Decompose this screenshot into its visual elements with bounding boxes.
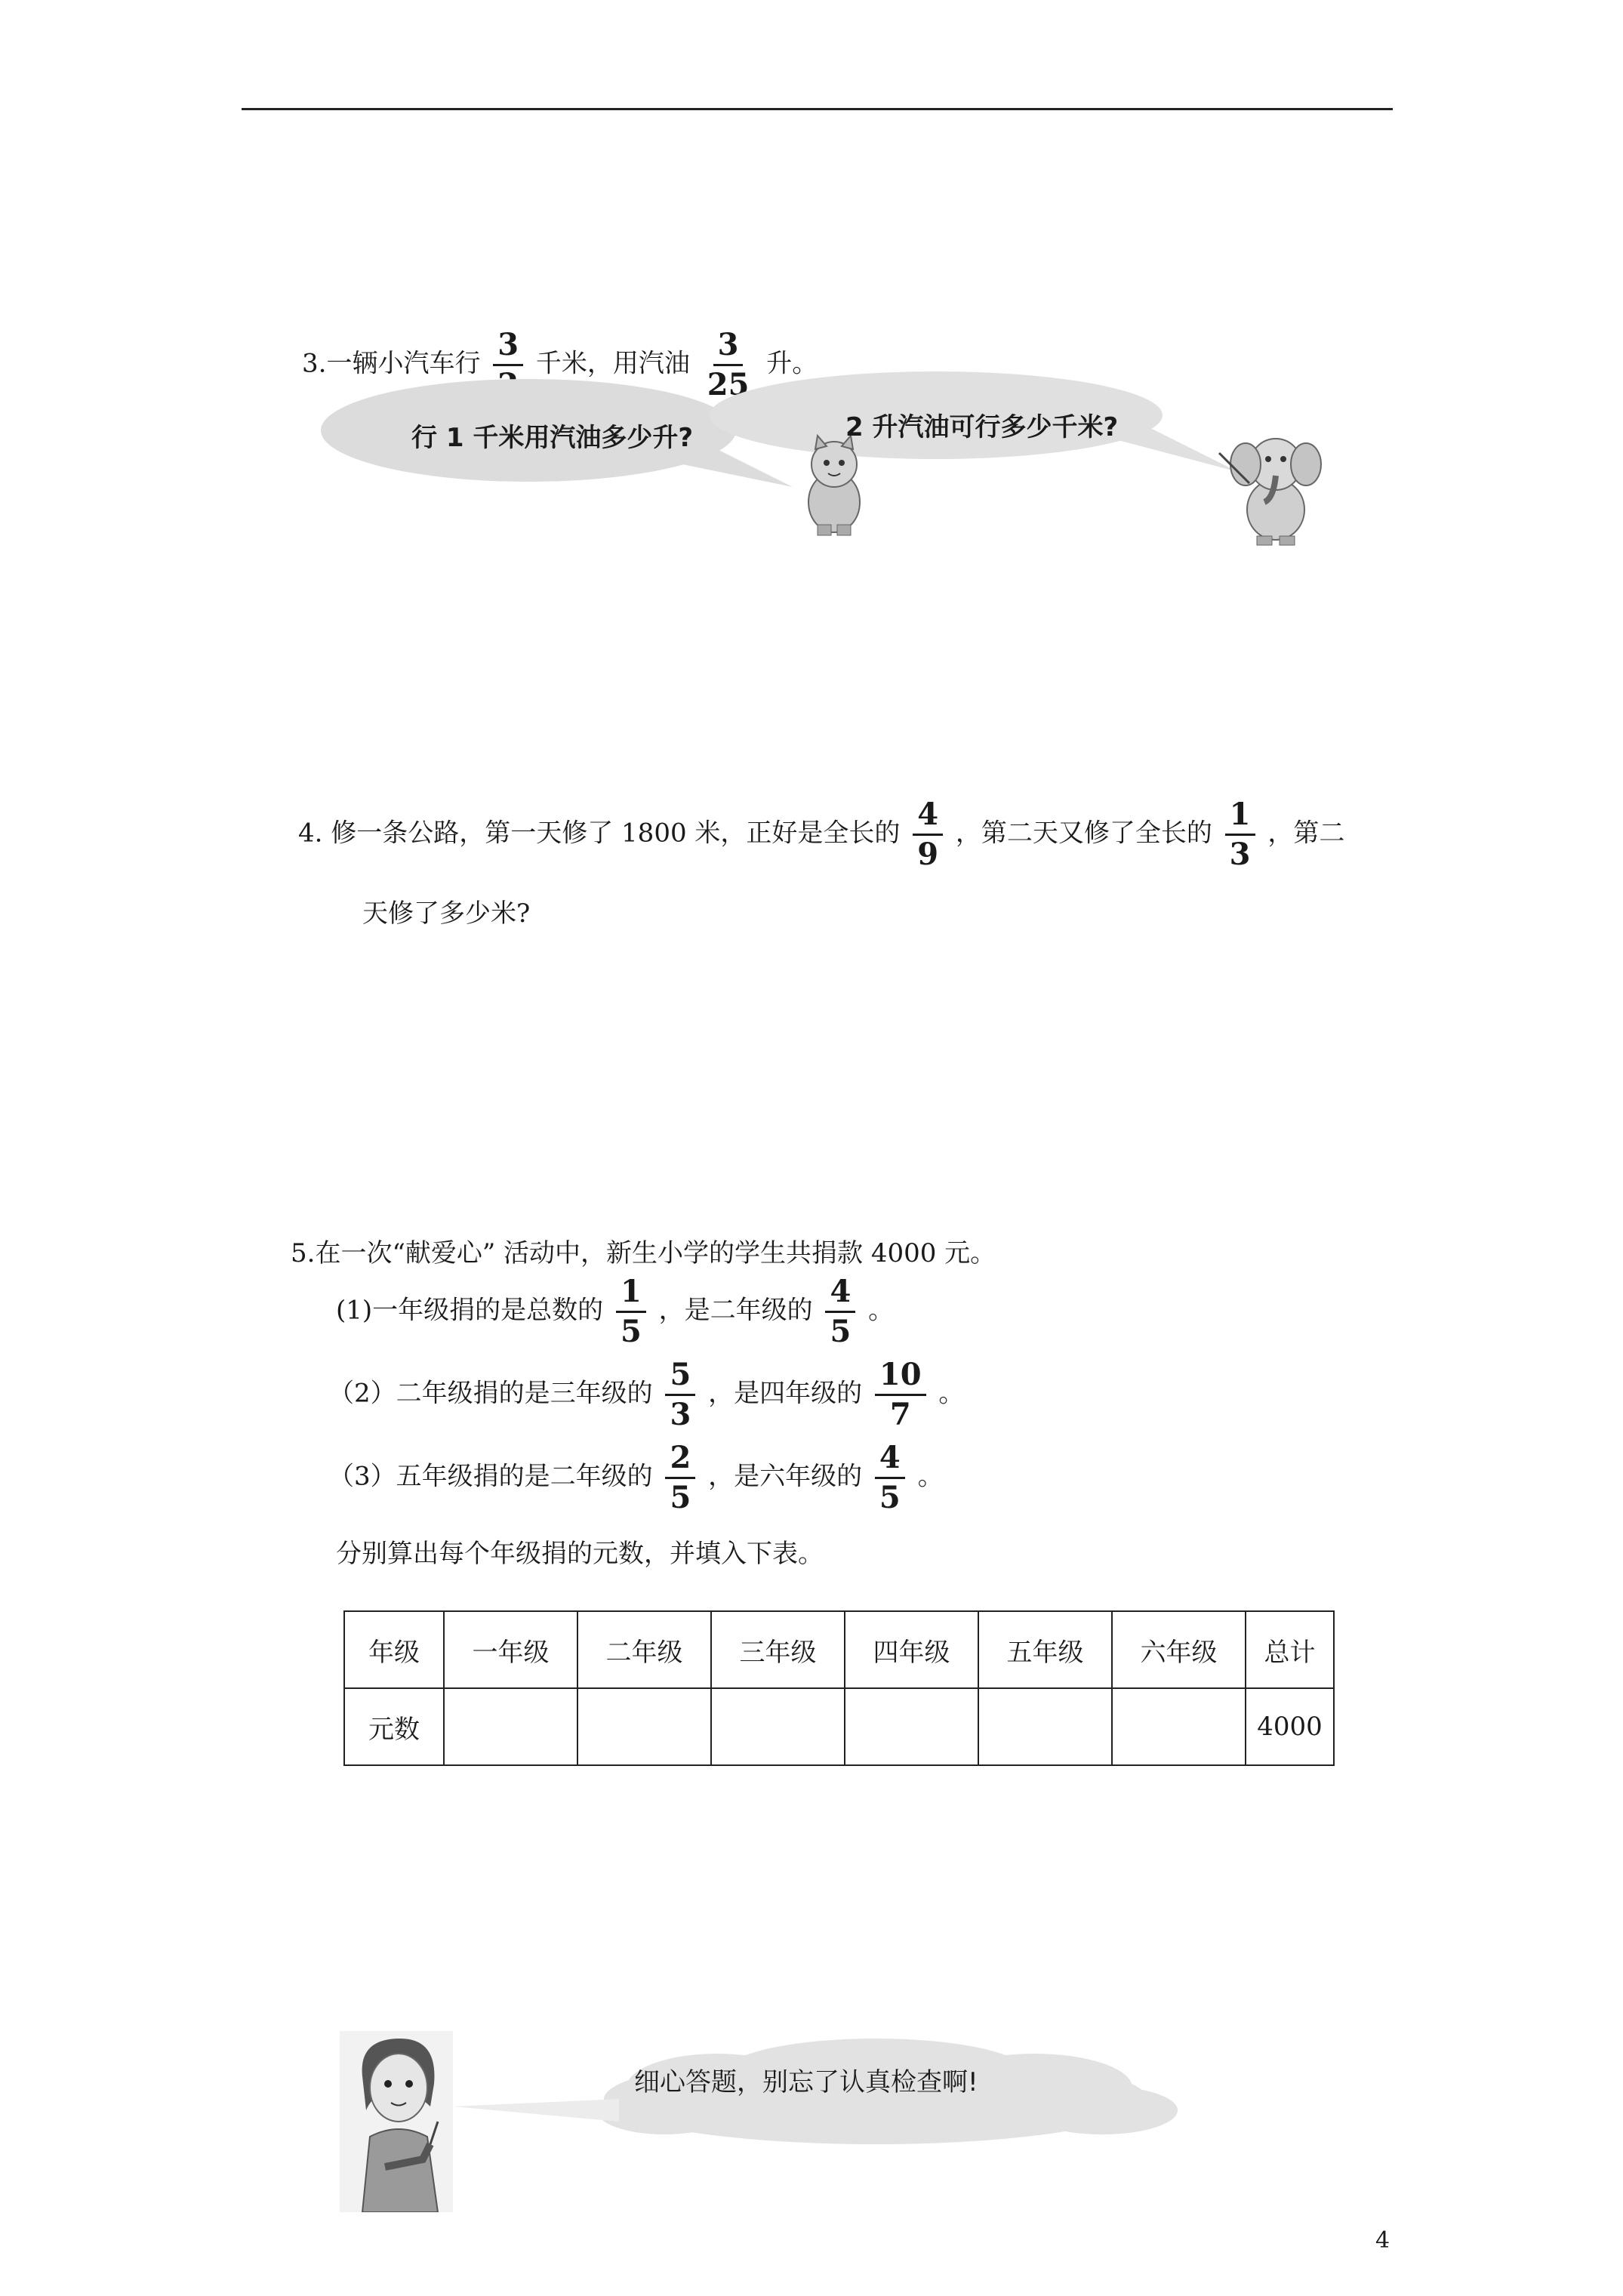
- table-cell: 四年级: [845, 1611, 978, 1688]
- donation-table: [343, 1610, 1335, 1766]
- q5-part-3: [328, 1442, 944, 1514]
- q3-suffix: 升。: [766, 348, 818, 379]
- fraction-4-5: [825, 1276, 855, 1348]
- answer-cell-grade-2[interactable]: [577, 1688, 711, 1765]
- fraction-numerator: 4: [825, 1276, 855, 1313]
- teacher-character-icon: [340, 2031, 453, 2212]
- table-cell: 元数: [344, 1688, 444, 1765]
- fraction-1-3: [1225, 799, 1255, 871]
- q5-intro: 5.在一次“献爱心” 活动中，新生小学的学生共捐款 4000 元。: [291, 1238, 996, 1268]
- answer-cell-grade-4[interactable]: [845, 1688, 978, 1765]
- fraction-numerator: 1: [1225, 799, 1255, 836]
- table-cell: 二年级: [577, 1611, 711, 1688]
- q5-p1-text-c: 。: [868, 1295, 895, 1326]
- fraction-denominator: 9: [917, 837, 939, 872]
- bubble-left-text: 行 1 千米用汽油多少升?: [411, 423, 694, 453]
- fraction-numerator: 3: [713, 329, 744, 366]
- table-cell: 总计: [1246, 1611, 1334, 1688]
- fraction-4-9: [913, 799, 943, 871]
- q5-p3-text-b: ，是六年级的: [708, 1461, 863, 1492]
- tip-illustration: [317, 2016, 1253, 2212]
- q5-p2-text-b: ，是四年级的: [708, 1378, 863, 1409]
- fraction-denominator: 5: [830, 1314, 852, 1349]
- tip-text: 细心答题，别忘了认真检查啊!: [634, 2067, 978, 2097]
- cat-character-icon: [808, 436, 860, 535]
- answer-cell-grade-5[interactable]: [978, 1688, 1112, 1765]
- fraction-4-5: [875, 1442, 905, 1514]
- answer-cell-grade-6[interactable]: [1112, 1688, 1246, 1765]
- fraction-1-5: [616, 1276, 646, 1348]
- q5-p3-text-a: （3）五年级捐的是二年级的: [328, 1461, 653, 1492]
- q5-p2-text-a: （2）二年级捐的是三年级的: [328, 1378, 653, 1409]
- fraction-numerator: 5: [665, 1359, 695, 1396]
- table-cell: 三年级: [711, 1611, 845, 1688]
- q3-prefix: 3.一辆小汽车行: [302, 348, 481, 379]
- fraction-numerator: 3: [493, 329, 523, 366]
- q5-p1-text-a: (1)一年级捐的是总数的: [336, 1295, 604, 1326]
- question-4: [298, 799, 1344, 871]
- q3-mid: 千米，用汽油: [535, 348, 690, 379]
- table-cell: 年级: [344, 1611, 444, 1688]
- table-cell: 六年级: [1112, 1611, 1246, 1688]
- fraction-5-3: [665, 1359, 695, 1431]
- q4-text-c: ，第二: [1267, 818, 1345, 849]
- bubble-right-text: 2 升汽油可行多少千米?: [845, 412, 1119, 442]
- fraction-denominator: 7: [889, 1397, 911, 1432]
- table-header-row: [344, 1611, 1334, 1688]
- q5-p1-text-b: ，是二年级的: [658, 1295, 813, 1326]
- q5-instruction: 分别算出每个年级捐的元数，并填入下表。: [336, 1539, 824, 1569]
- fraction-denominator: 5: [879, 1480, 901, 1515]
- q3-illustration: [310, 370, 1336, 566]
- fraction-denominator: 5: [620, 1314, 642, 1349]
- page-number: 4: [1375, 2227, 1390, 2254]
- q5-p3-text-c: 。: [917, 1461, 944, 1492]
- elephant-character-icon: [1219, 439, 1321, 545]
- fraction-denominator: 3: [1229, 837, 1251, 872]
- fraction-denominator: 3: [670, 1397, 691, 1432]
- table-row: [344, 1688, 1334, 1765]
- q5-part-2: [328, 1359, 964, 1431]
- fraction-numerator: 4: [913, 799, 943, 836]
- fraction-denominator: 25: [707, 367, 750, 402]
- fraction-numerator: 1: [616, 1276, 646, 1313]
- q5-part-1: [336, 1276, 894, 1348]
- q4-line-2: 天修了多少米?: [362, 898, 531, 929]
- fraction-numerator: 10: [875, 1359, 926, 1396]
- fraction-numerator: 4: [875, 1442, 905, 1479]
- q5-p2-text-c: 。: [938, 1378, 965, 1409]
- header-rule: [242, 108, 1393, 110]
- table-cell: 一年级: [444, 1611, 577, 1688]
- answer-cell-grade-3[interactable]: [711, 1688, 845, 1765]
- answer-cell-grade-1[interactable]: [444, 1688, 577, 1765]
- q4-text-a: 4. 修一条公路，第一天修了 1800 米，正好是全长的: [298, 818, 901, 849]
- table-cell: 五年级: [978, 1611, 1112, 1688]
- fraction-denominator: 5: [670, 1480, 691, 1515]
- fraction-2-5: [665, 1442, 695, 1514]
- table-cell: 4000: [1246, 1688, 1334, 1765]
- q4-text-b: ，第二天又修了全长的: [955, 818, 1212, 849]
- fraction-10-7: [875, 1359, 926, 1431]
- fraction-numerator: 2: [665, 1442, 695, 1479]
